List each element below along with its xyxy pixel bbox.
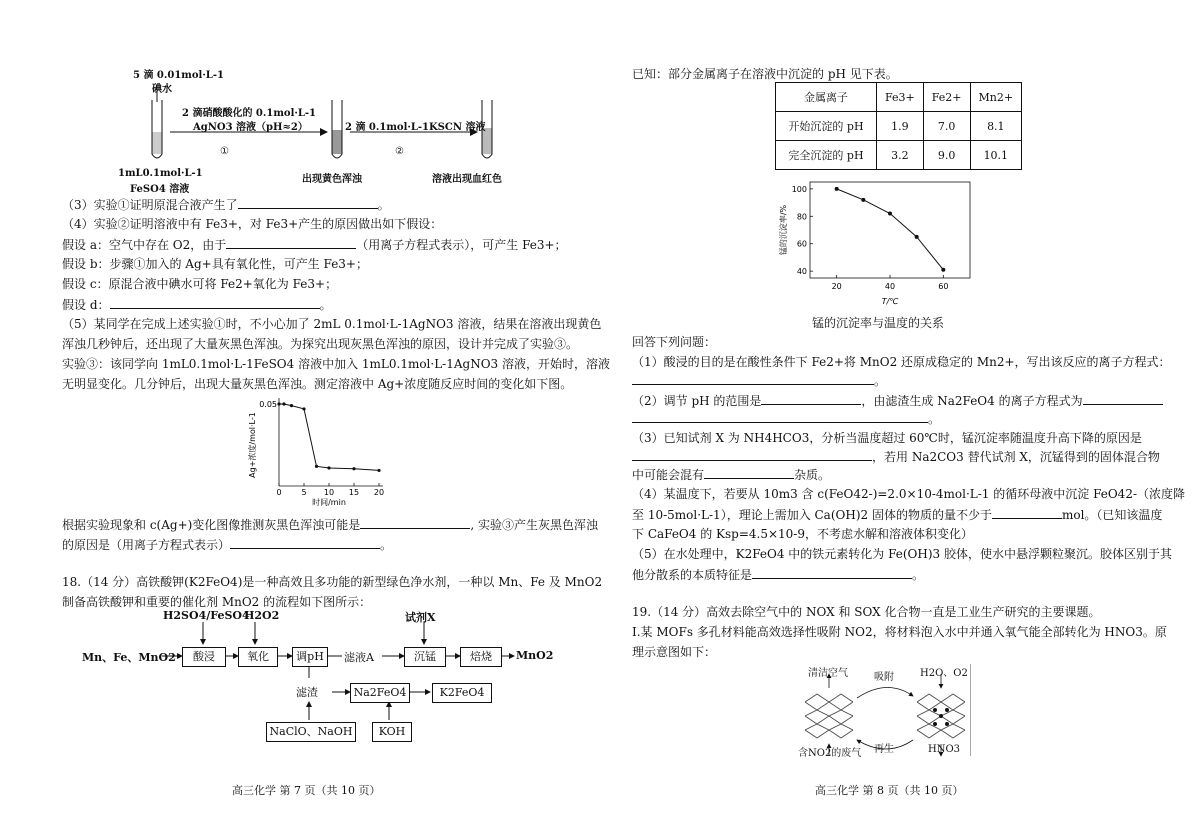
hypothesis-c: 假设 c：原混合液中碘水可将 Fe2+氧化为 Fe3+； [62,277,338,291]
r-question-4: （4）某温度下，若要从 10m3 含 c(FeO42-)=2.0×10-4mol·L-1 的循环母液中沉淀 FeO42-（浓度降 [632,487,1186,501]
reagent-iodine-label: 5 滴 0.01mol·L-1 [133,70,224,81]
data-point [327,466,330,469]
koh-box: KOH [372,722,412,742]
x-tick-label: 40 [884,282,896,291]
r-question-1: （1）酸浸的目的是在酸性条件下 Fe2+将 MnO2 还原成稳定的 Mn2+，写出该反应的离子方程式： [632,355,1171,369]
label-clean-air: 清洁空气 [808,668,848,679]
x-tick-label: 20 [373,488,385,497]
table-header-cell: Fe3+ [877,83,924,112]
mn-precipitation-chart [778,174,978,314]
answer-blank[interactable] [230,536,380,549]
plot-frame [810,182,970,278]
adsorbed-no2-dots [933,708,949,726]
tube1-label: 1mL0.1mol·L-1 [118,168,203,179]
data-point [352,467,355,470]
data-point [315,465,318,468]
question-5-line-4: 无明显变化。几分钟后，出现大量灰黑色浑浊。测定溶液中 Ag+浓度随反应时间的变化如下图。 [62,377,573,391]
r-question-2-blank: 。 [632,410,940,427]
naclo-naoh-box: NaClO、NaOH [266,722,356,742]
divider [970,664,971,756]
data-point [888,212,892,216]
question-18-line-1: 18.（14 分）高铁酸钾(K2FeO4)是一种高效且多功能的新型绿色净水剂，一种以 Mn、Fe 及 MnO2 [62,575,603,589]
arrow1-label-2: AgNO3 溶液（pH≈2） [193,122,308,133]
k2feo4-box: K2FeO4 [432,683,492,703]
label-adsorb: 吸附 [874,672,894,683]
table-cell: 开始沉淀的 pH [776,112,877,141]
answer-blank[interactable] [761,392,861,405]
question-5-line-5: 根据实验现象和 c(Ag+)变化图像推测灰黑色浑浊可能是 , 实验③产生灰黑色浑浊 [62,518,598,532]
data-point [377,469,380,472]
y-tick-label: 80 [796,212,807,222]
r-question-5-line-2: 他分散系的本质特征是 。 [632,568,925,582]
hypothesis-d: 假设 d： 。 [62,298,332,312]
question-3: （3）实验①证明原混合液产生了 。 [62,198,390,212]
test-tube-1 [152,100,162,158]
y-axis-label: Ag+浓度/mol·L-1 [248,412,257,478]
arrow2-label: 2 滴 0.1mol·L-1KSCN 溶液 [345,122,486,133]
r-question-5: （5）在水处理中，K2FeO4 中的铁元素转化为 Fe(OH)3 胶体，使水中悬浮颗粒聚沉。胶体区别于其 [632,547,1172,561]
table-header-cell: Fe2+ [923,83,970,112]
product-mno2: MnO2 [516,649,554,662]
y-tick-label: 40 [796,267,807,277]
x-tick-label: 60 [938,282,949,291]
table-header-cell: 金属离子 [776,83,877,112]
table-cell: 10.1 [970,141,1022,170]
answer-blank[interactable] [752,566,912,579]
answer-blank[interactable] [238,196,378,209]
known-info: 已知：部分金属离子在溶液中沉淀的 pH 见下表。 [632,67,898,81]
table-row [776,141,1022,170]
r-question-4-line-2: 至 10-5mol·L-1），理论上需加入 Ca(OH)2 固体的物质的量不少于 mol。（已知该温度 [632,508,1163,522]
y-axis-label: 锰的沉淀率/% [779,204,788,256]
x-tick-label: 0 [276,488,282,497]
chart-caption: 锰的沉淀率与温度的关系 [812,316,945,330]
step-oxidize: 氧化 [238,647,278,667]
question-18-line-2: 制备高铁酸钾和重要的催化剂 MnO2 的流程如下图所示： [62,595,372,609]
answer-blank[interactable] [360,516,470,529]
answer-blank[interactable] [632,410,928,423]
table-cell: 3.2 [877,141,924,170]
x-tick-label: 20 [831,282,842,291]
question-19-line-2: I.某 MOFs 多孔材料能高效选择性吸附 NO2，将材料泡入水中并通入氧气能全部转化为 HNO3。原 [632,625,1167,639]
table-header-row [776,83,1022,112]
filtrate-a: 滤液A [344,651,374,664]
question-5-line-3: 实验③：该同学向 1mL0.1mol·L-1FeSO4 溶液中加入 1mL0.1mol·L-1AgNO3 溶液，开始时，溶液 [62,357,611,371]
test-tube-2 [332,100,342,158]
data-point [290,404,293,407]
table-cell: 1.9 [877,112,924,141]
question-5-line-2: 浑浊几秒钟后，还出现了大量灰黑色浑浊。为探究出现灰黑色浑浊的原因，设计并完成了实验③。 [62,337,579,351]
table-cell: 8.1 [970,112,1022,141]
question-5-line-1: （5）某同学在完成上述实验①时，不小心加了 2mL 0.1mol·L-1AgNO3 溶液，结果在溶液出现黄色 [62,317,602,331]
x-axis-label: T/℃ [881,297,899,306]
table-cell: 9.0 [923,141,970,170]
question-4: （4）实验②证明溶液中有 Fe3+，对 Fe3+产生的原因做出如下假设： [62,217,443,231]
r-question-3-line-3: 中可能会混有 杂质。 [632,468,831,482]
hypothesis-b: 假设 b：步骤①加入的 Ag+具有氧化性，可产生 Fe3+； [62,257,368,271]
data-point [302,407,305,410]
answer-blank[interactable] [110,296,320,309]
y-tick-label: 100 [791,184,807,194]
question-5-line-6: 的原因是（用离子方程式表示） 。 [62,538,393,552]
table-header-cell: Mn2+ [970,83,1022,112]
r-question-1-blank: 。 [632,372,886,389]
na2feo4-box: Na2FeO4 [350,683,410,703]
reagent-x: 试剂X [405,611,436,624]
table-cell: 7.0 [923,112,970,141]
answer-blank[interactable] [992,506,1062,519]
x-tick-label: 15 [348,488,360,497]
step-acid-leach: 酸浸 [182,647,226,667]
label-waste-gas: 含NO2的废气 [798,748,862,759]
data-point [861,198,865,202]
precipitation-ph-table [775,82,1022,170]
data-point [282,402,285,405]
arrow1-number: ① [220,146,229,157]
tube1-label-2: FeSO4 溶液 [130,184,190,195]
filter-residue: 滤渣 [296,686,318,699]
tube3-label: 溶液出现血红色 [432,174,502,185]
label-hno3: HNO3 [928,744,961,755]
r-question-3-line-2: ，若用 Na2CO3 替代试剂 X，沉锰得到的固体混合物 [632,448,1160,465]
x-tick-label: 10 [323,488,335,497]
ag-concentration-chart [245,396,385,506]
y-tick-label: 60 [796,239,807,249]
table-row [776,112,1022,141]
reagent-h2o2: H2O2 [244,609,280,622]
arrow2-number: ② [395,146,404,157]
arrow1-label: 2 滴硝酸酸化的 0.1mol·L-1 [182,108,316,119]
answer-blank[interactable] [704,466,794,479]
step-roast: 焙烧 [460,647,502,667]
hypothesis-a: 假设 a：空气中存在 O2，由于 （用离子方程式表示），可产生 Fe3+； [62,238,567,252]
answer-intro: 回答下列问题： [632,335,717,349]
mof-lattice-left [805,694,853,738]
r-question-3: （3）已知试剂 X 为 NH4HCO3，分析当温度超过 60℃时，锰沉淀率随温度升高下降的原因是 [632,431,1142,445]
answer-blank[interactable] [226,236,356,249]
reagent-iodine-label-2: 碘水 [152,84,172,95]
data-point [277,402,280,405]
page-footer-left: 高三化学 第 7 页（共 10 页） [232,784,381,797]
table-cell: 完全沉淀的 pH [776,141,877,170]
answer-blank[interactable] [1083,392,1163,405]
r-question-2: （2）调节 pH 的范围是 ，由滤渣生成 Na2FeO4 的离子方程式为 [632,392,1163,409]
series-line [279,404,379,470]
x-axis-label: 时间/min [312,498,346,506]
question-19-line-3: 理示意图如下： [632,645,717,659]
reagent-h2so4-feso4: H2SO4/FeSO4 [163,609,250,622]
r-question-4-line-3: 下 CaFeO4 的 Ksp=4.5×10-9，不考虑水解和溶液体积变化） [632,527,973,541]
data-point [941,268,945,272]
step-mn-precipitate: 沉锰 [404,647,446,667]
page-footer-right: 高三化学 第 8 页（共 10 页） [815,784,964,797]
label-h2o-o2: H2O、O2 [920,668,968,679]
answer-blank[interactable] [632,448,872,461]
y-tick-label: 0.05 [259,400,277,409]
question-19-line-1: 19.（14 分）高效去除空气中的 NOX 和 SOX 化合物一直是工业生产研究的主要课题。 [632,605,1101,619]
step-adjust-ph: 调pH [292,647,328,667]
data-point [915,235,919,239]
x-tick-label: 5 [301,488,307,497]
tube2-label: 出现黄色浑浊 [302,174,362,185]
series-line [837,189,944,270]
data-point [835,187,839,191]
flow-start-materials: Mn、Fe、MnO2 [82,651,176,664]
label-regenerate: 再生 [874,744,894,755]
answer-blank[interactable] [632,372,874,385]
